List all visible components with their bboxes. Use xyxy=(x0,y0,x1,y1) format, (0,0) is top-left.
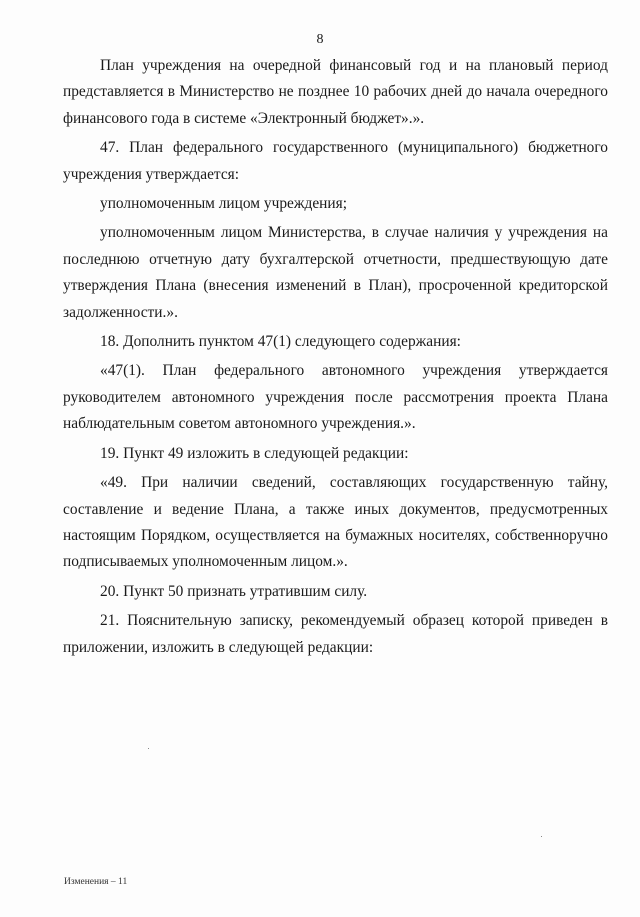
page-number: 8 xyxy=(316,32,324,47)
paragraph-item-49: «49. При наличии сведений, составляющих государственную тайну, составление и ведение Плана, а также иных документов, предусмотренных настоящим Порядком, осуществляется на бумажных носителях, собственноручно подписываемых уполномоченным лицом.». xyxy=(63,474,608,571)
paragraph-item-19: 19. Пункт 49 изложить в следующей редакции: xyxy=(100,444,409,462)
paragraph-authorized-person-institution: уполномоченным лицом учреждения; xyxy=(100,195,347,213)
paragraph-item-21: 21. Пояснительную записку, рекомендуемый образец которой приведен в приложении, изложить в следующей редакции: xyxy=(63,612,608,656)
paragraph-item-47-1: «47(1). План федерального автономного учреждения утверждается руководителем автономного учреждения после рассмотрения проекта Плана наблюдательным советом автономного учреждения.». xyxy=(63,362,608,433)
document-body xyxy=(63,53,608,661)
paragraph-plan-submission: План учреждения на очередной финансовый год и на плановый период представляется в Министерство не позднее 10 рабочих дней до начала очередного финансового года в системе «Электронный бюджет».». xyxy=(63,57,608,127)
footer-note: Изменения – 11 xyxy=(64,877,128,887)
scan-speck xyxy=(541,836,542,837)
paragraph-item-18: 18. Дополнить пунктом 47(1) следующего содержания: xyxy=(100,333,461,351)
paragraph-authorized-person-ministry: уполномоченным лицом Министерства, в случае наличия у учреждения на последнюю отчетную дату бухгалтерской отчетности, предшествующую дате утверждения Плана (внесения изменений в План), просроченной кредиторской задолженности.». xyxy=(63,224,608,321)
scan-speck xyxy=(148,748,149,749)
paragraph-item-20: 20. Пункт 50 признать утратившим силу. xyxy=(100,582,368,600)
paragraph-item-47: 47. План федерального государственного (муниципального) бюджетного учреждения утверждается: xyxy=(63,139,608,183)
